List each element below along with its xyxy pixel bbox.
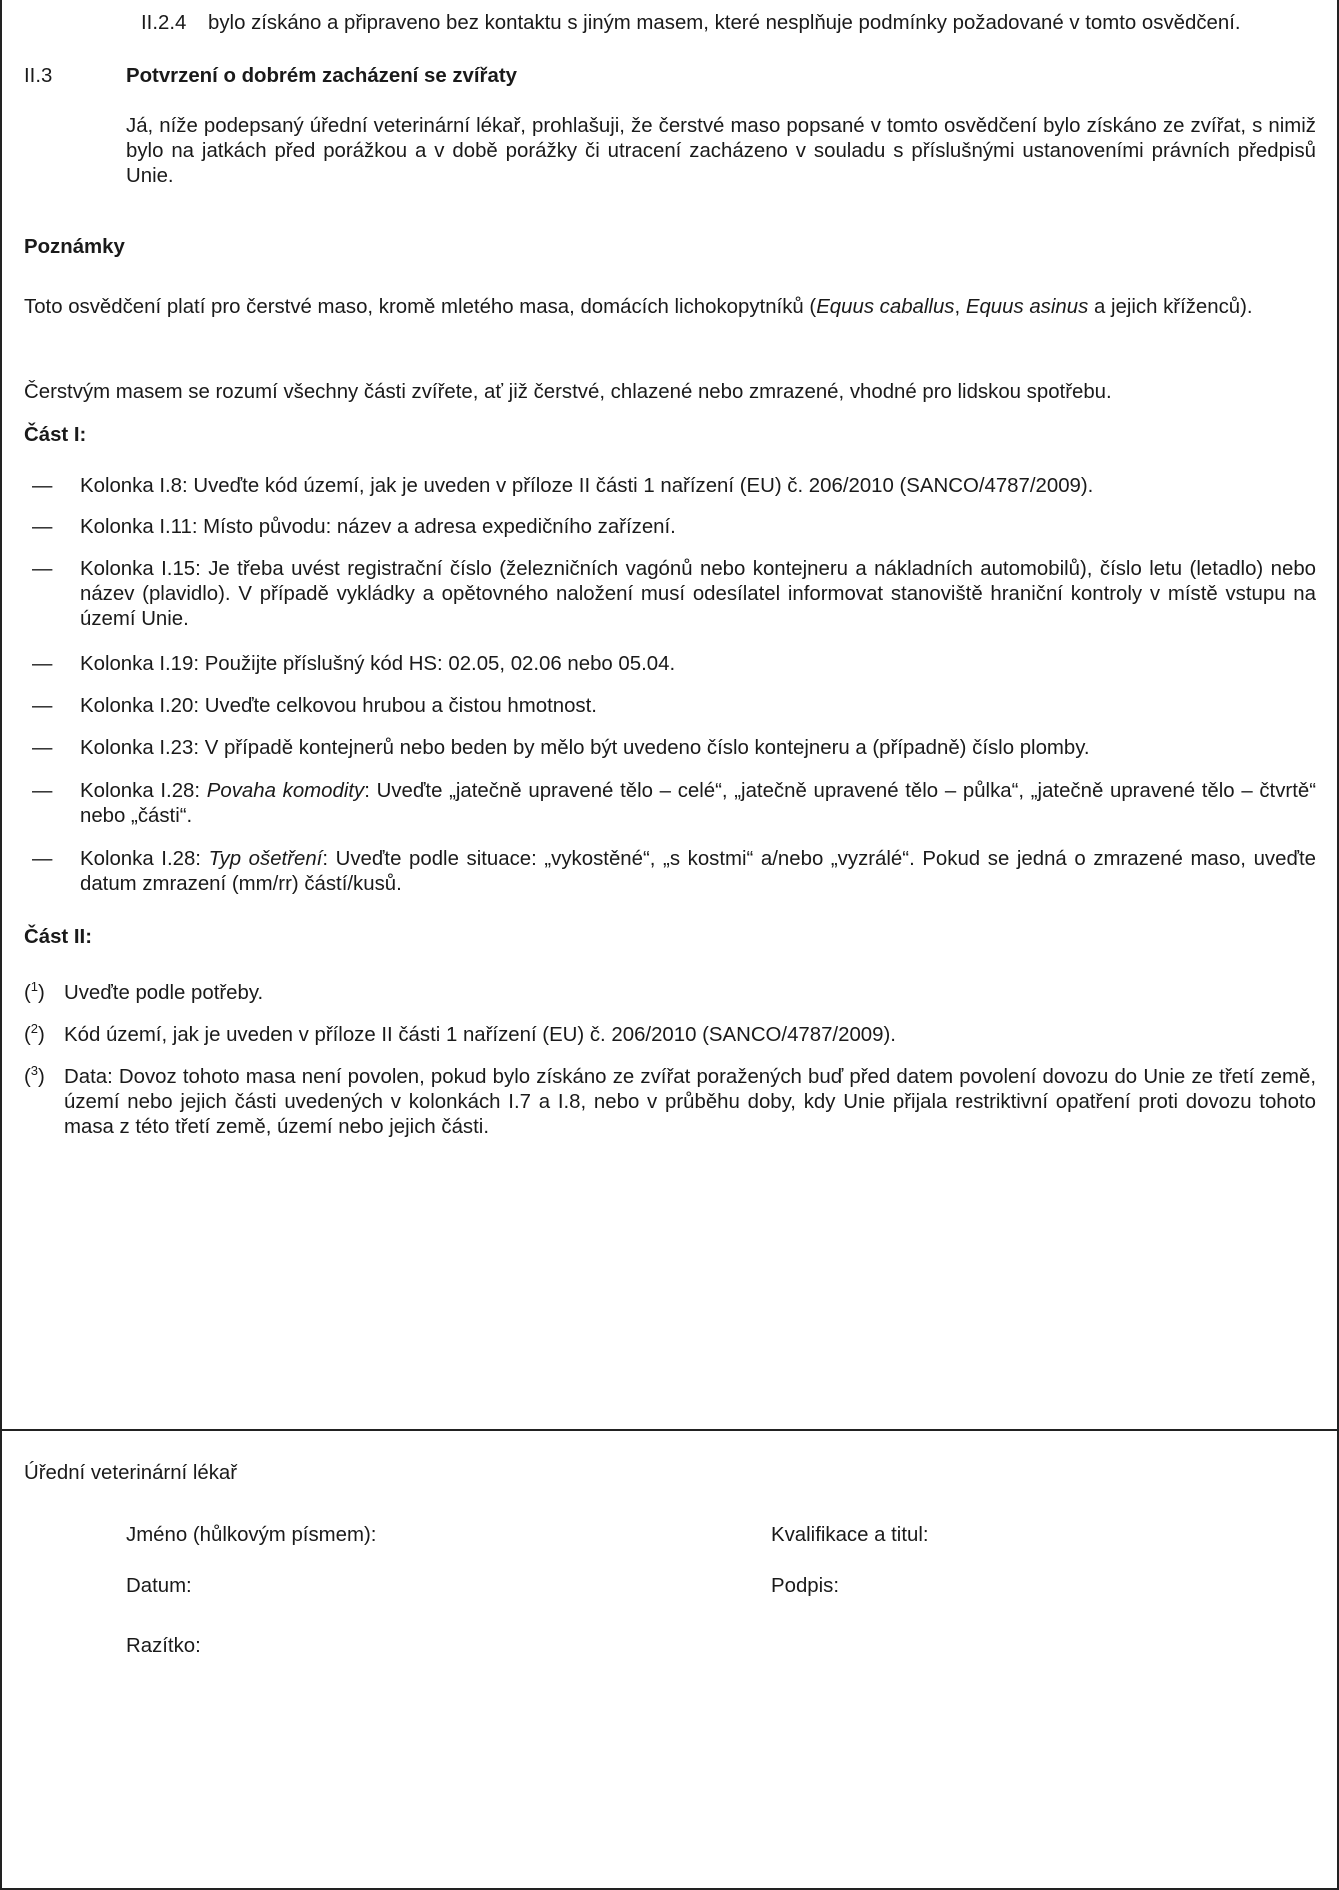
footnote-marker-2: ($^2$) [24, 1021, 45, 1046]
signature-frame [0, 1429, 1339, 1890]
part1-item-5: Kolonka I.20: Uveďte celkovou hrubou a čistou hmotnost. [80, 695, 597, 717]
part1-item-8: Kolonka I.28: Typ ošetření: Uveďte podle situace: „vykostěné“, „s kostmi“ a/nebo „vyzrálé“. Pokud se jedná o zmrazené maso, uveďte datum zmrazení (mm/rr) částí/kusů. [80, 848, 1316, 895]
part1-item-6: Kolonka I.23: V případě kontejnerů nebo beden by mělo být uvedeno číslo kontejneru a (případně) číslo plomby. [80, 737, 1090, 759]
stamp-label: Razítko: [126, 1635, 201, 1657]
part1-item-4: Kolonka I.19: Použijte příslušný kód HS: 02.05, 02.06 nebo 05.04. [80, 653, 676, 675]
part1-item-1: Kolonka I.8: Uveďte kód území, jak je uveden v příloze II části 1 nařízení (EU) č. 206/2010 (SANCO/4787/2009). [80, 475, 1094, 497]
list-dash: — [32, 558, 53, 580]
list-dash: — [32, 475, 53, 497]
item-text-ii24: bylo získáno a připraveno bez kontaktu s jiným masem, které nesplňuje podmínky požadované v tomto osvědčení. [208, 12, 1241, 34]
part2-heading: Část II: [24, 926, 92, 948]
footnote-2: Kód území, jak je uveden v příloze II části 1 nařízení (EU) č. 206/2010 (SANCO/4787/2009). [64, 1024, 896, 1046]
name-label: Jméno (hůlkovým písmem): [126, 1524, 377, 1546]
qualification-label: Kvalifikace a titul: [771, 1524, 929, 1546]
part1-item-3: Kolonka I.15: Je třeba uvést registrační číslo (železničních vagónů nebo kontejneru a nákladních automobilů), číslo letu (letadlo) nebo název (plavidlo). V případě vykládky a opětovného naložení musí odesílatel informovat stanoviště hraniční kontroly v místě vstupu na území Unie. [80, 558, 1316, 630]
date-label: Datum: [126, 1575, 192, 1597]
footnote-3: Data: Dovoz tohoto masa není povolen, pokud bylo získáno ze zvířat poražených buď před datem povolení dovozu do Unie ze třetí země, území nebo jejich části uvedených v kolonkách I.7 a I.8, nebo v průběhu doby, kdy Unie přijala restriktivní opatření proti dovozu tohoto masa z této třetí země, území nebo jejich části. [64, 1066, 1316, 1138]
signature-label: Podpis: [771, 1575, 840, 1597]
section-number-ii3: II.3 [24, 65, 53, 87]
section-body-ii3: Já, níže podepsaný úřední veterinární lékař, prohlašuji, že čerstvé maso popsané v tomto osvědčení bylo získáno ze zvířat, s nimiž bylo na jatkách před porážkou a v době porážky či utracení zacházeno v souladu s příslušnými ustanoveními právních předpisů Unie. [126, 115, 1316, 187]
footnote-marker-1: ($^1$) [24, 979, 45, 1004]
list-dash: — [32, 848, 53, 870]
list-dash: — [32, 780, 53, 802]
part1-item-2: Kolonka I.11: Místo původu: název a adresa expedičního zařízení. [80, 516, 676, 538]
notes-paragraph-1: Toto osvědčení platí pro čerstvé maso, kromě mletého masa, domácích lichokopytníků (Equus caballus, Equus asinus a jejich kříženců). [24, 296, 1253, 318]
part1-heading: Část I: [24, 424, 87, 446]
list-dash: — [32, 737, 53, 759]
item-number-ii24: II.2.4 [141, 12, 187, 34]
notes-paragraph-2: Čerstvým masem se rozumí všechny části zvířete, ať již čerstvé, chlazené nebo zmrazené, vhodné pro lidskou spotřebu. [24, 381, 1112, 403]
section-title-ii3: Potvrzení o dobrém zacházení se zvířaty [126, 65, 517, 87]
signature-title: Úřední veterinární lékař [24, 1462, 238, 1484]
footnote-1: Uveďte podle potřeby. [64, 982, 264, 1004]
notes-heading: Poznámky [24, 236, 125, 258]
list-dash: — [32, 516, 53, 538]
footnote-marker-3: ($^3$) [24, 1063, 45, 1088]
part1-item-7: Kolonka I.28: Povaha komodity: Uveďte „jatečně upravené tělo – celé“, „jatečně upravené tělo – půlka“, „jatečně upravené tělo – čtvrtě“ nebo „části“. [80, 780, 1316, 827]
list-dash: — [32, 653, 53, 675]
list-dash: — [32, 695, 53, 717]
